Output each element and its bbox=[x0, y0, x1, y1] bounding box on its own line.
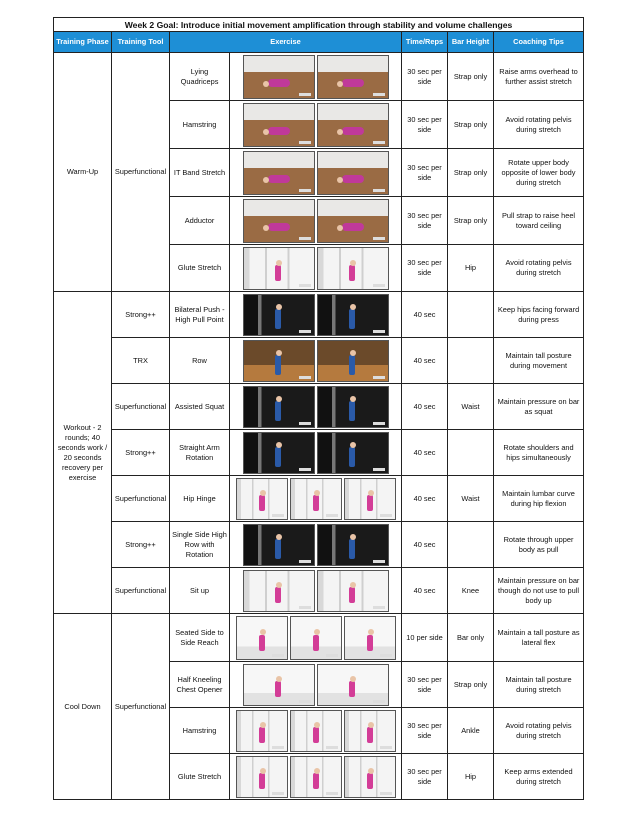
exercise-photo bbox=[344, 478, 396, 520]
watermark-logo bbox=[373, 189, 385, 192]
exercise-name-cell: Lying Quadriceps bbox=[170, 53, 230, 101]
bar-height-cell: Strap only bbox=[448, 149, 494, 197]
person-figure bbox=[313, 635, 319, 651]
coaching-tip-cell: Maintain tall posture during stretch bbox=[494, 662, 584, 708]
person-figure bbox=[259, 495, 265, 511]
bar-height-cell: Knee bbox=[448, 568, 494, 614]
person-head bbox=[314, 629, 320, 635]
bar-height-cell bbox=[448, 292, 494, 338]
exercise-name-cell: Glute Stretch bbox=[170, 754, 230, 800]
table-row bbox=[54, 568, 584, 614]
bar-height-cell: Waist bbox=[448, 384, 494, 430]
watermark-logo bbox=[373, 376, 385, 379]
time-reps-cell: 40 sec bbox=[402, 476, 448, 522]
bar-height-cell: Strap only bbox=[448, 101, 494, 149]
coaching-tip-cell: Maintain tall posture during movement bbox=[494, 338, 584, 384]
person-head bbox=[263, 177, 269, 183]
person-figure bbox=[349, 265, 355, 281]
exercise-photos-cell bbox=[230, 197, 402, 245]
table-row bbox=[54, 476, 584, 522]
exercise-photo bbox=[317, 340, 389, 382]
bar-height-cell: Hip bbox=[448, 754, 494, 800]
workout-table bbox=[53, 17, 584, 800]
coaching-tip-cell: Avoid rotating pelvis during stretch bbox=[494, 245, 584, 292]
exercise-photos-cell bbox=[230, 662, 402, 708]
exercise-name-cell: Seated Side to Side Reach bbox=[170, 614, 230, 662]
training-phase-cell: Workout - 2 rounds; 40 seconds work / 20 seconds recovery per exercise bbox=[54, 292, 112, 614]
exercise-photos-cell bbox=[230, 384, 402, 430]
watermark-logo bbox=[299, 93, 311, 96]
bar-height-cell: Strap only bbox=[448, 53, 494, 101]
person-head bbox=[263, 225, 269, 231]
person-head bbox=[314, 490, 320, 496]
person-figure bbox=[342, 127, 364, 135]
person-figure bbox=[342, 175, 364, 183]
watermark-logo bbox=[299, 237, 311, 240]
person-head bbox=[350, 534, 356, 540]
exercise-name-cell: Hamstring bbox=[170, 101, 230, 149]
coaching-tip-cell: Rotate upper body opposite of lower body during stretch bbox=[494, 149, 584, 197]
person-figure bbox=[275, 539, 281, 559]
person-figure bbox=[367, 635, 373, 651]
person-figure bbox=[275, 587, 281, 603]
person-figure bbox=[349, 539, 355, 559]
time-reps-cell: 10 per side bbox=[402, 614, 448, 662]
table-row bbox=[54, 292, 584, 338]
time-reps-cell: 40 sec bbox=[402, 384, 448, 430]
training-tool-cell: Superfunctional bbox=[112, 53, 170, 292]
person-figure bbox=[349, 681, 355, 697]
watermark-logo bbox=[373, 141, 385, 144]
person-figure bbox=[349, 401, 355, 421]
training-tool-cell: Strong++ bbox=[112, 430, 170, 476]
exercise-name-cell: Glute Stretch bbox=[170, 245, 230, 292]
watermark-logo bbox=[373, 93, 385, 96]
exercise-name-cell: Hip Hinge bbox=[170, 476, 230, 522]
exercise-photo bbox=[243, 151, 315, 195]
exercise-photo bbox=[243, 340, 315, 382]
watermark-logo bbox=[326, 514, 338, 517]
person-head bbox=[276, 260, 282, 266]
watermark-logo bbox=[272, 792, 284, 795]
exercise-photos-cell bbox=[230, 476, 402, 522]
person-head bbox=[314, 768, 320, 774]
exercise-name-cell: Half Kneeling Chest Opener bbox=[170, 662, 230, 708]
person-figure bbox=[275, 265, 281, 281]
coaching-tip-cell: Maintain lumbar curve during hip flexion bbox=[494, 476, 584, 522]
exercise-photos-cell bbox=[230, 568, 402, 614]
watermark-logo bbox=[373, 606, 385, 609]
watermark-logo bbox=[299, 284, 311, 287]
exercise-photos-cell bbox=[230, 522, 402, 568]
watermark-logo bbox=[380, 746, 392, 749]
coaching-tip-cell: Keep hips facing forward during press bbox=[494, 292, 584, 338]
header-bar-height: Bar Height bbox=[448, 32, 494, 53]
person-head bbox=[350, 260, 356, 266]
person-figure bbox=[313, 727, 319, 743]
exercise-photo bbox=[290, 478, 342, 520]
exercise-photo bbox=[317, 247, 389, 290]
coaching-tip-cell: Pull strap to raise heel toward ceiling bbox=[494, 197, 584, 245]
coaching-tip-cell: Rotate through upper body as pull bbox=[494, 522, 584, 568]
person-head bbox=[337, 81, 343, 87]
watermark-logo bbox=[373, 237, 385, 240]
person-figure bbox=[275, 401, 281, 421]
exercise-name-cell: Straight Arm Rotation bbox=[170, 430, 230, 476]
header-coaching-tips: Coaching Tips bbox=[494, 32, 584, 53]
training-tool-cell: Strong++ bbox=[112, 522, 170, 568]
exercise-photos-cell bbox=[230, 292, 402, 338]
coaching-tip-cell: Raise arms overhead to further assist stretch bbox=[494, 53, 584, 101]
table-row bbox=[54, 614, 584, 662]
person-figure bbox=[259, 773, 265, 789]
table-row bbox=[54, 384, 584, 430]
exercise-photo bbox=[243, 524, 315, 566]
exercise-photos-cell bbox=[230, 101, 402, 149]
time-reps-cell: 40 sec bbox=[402, 292, 448, 338]
person-figure bbox=[275, 309, 281, 329]
bar-height-cell bbox=[448, 522, 494, 568]
exercise-photo bbox=[317, 570, 389, 612]
time-reps-cell: 30 sec per side bbox=[402, 149, 448, 197]
person-head bbox=[276, 582, 282, 588]
time-reps-cell: 40 sec bbox=[402, 430, 448, 476]
person-head bbox=[276, 534, 282, 540]
time-reps-cell: 30 sec per side bbox=[402, 662, 448, 708]
person-head bbox=[368, 629, 374, 635]
watermark-logo bbox=[373, 468, 385, 471]
exercise-photos-cell bbox=[230, 149, 402, 197]
exercise-photos-cell bbox=[230, 754, 402, 800]
person-head bbox=[276, 304, 282, 310]
exercise-name-cell: Sit up bbox=[170, 568, 230, 614]
training-tool-cell: Superfunctional bbox=[112, 476, 170, 522]
person-head bbox=[263, 129, 269, 135]
bar-height-cell: Waist bbox=[448, 476, 494, 522]
exercise-photo bbox=[317, 151, 389, 195]
person-figure bbox=[349, 309, 355, 329]
exercise-photos-cell bbox=[230, 338, 402, 384]
exercise-name-cell: Row bbox=[170, 338, 230, 384]
person-figure bbox=[367, 773, 373, 789]
training-phase-cell: Cool Down bbox=[54, 614, 112, 800]
exercise-photos-cell bbox=[230, 53, 402, 101]
watermark-logo bbox=[373, 330, 385, 333]
person-figure bbox=[268, 127, 290, 135]
person-head bbox=[350, 304, 356, 310]
time-reps-cell: 30 sec per side bbox=[402, 101, 448, 149]
watermark-logo bbox=[299, 700, 311, 703]
person-figure bbox=[367, 727, 373, 743]
watermark-logo bbox=[272, 654, 284, 657]
person-figure bbox=[259, 727, 265, 743]
exercise-name-cell: Hamstring bbox=[170, 708, 230, 754]
person-figure bbox=[342, 79, 364, 87]
watermark-logo bbox=[373, 560, 385, 563]
person-head bbox=[337, 129, 343, 135]
watermark-logo bbox=[299, 560, 311, 563]
person-figure bbox=[349, 355, 355, 375]
exercise-photo bbox=[243, 247, 315, 290]
person-figure bbox=[259, 635, 265, 651]
person-head bbox=[337, 177, 343, 183]
exercise-photo bbox=[290, 710, 342, 752]
bar-height-cell bbox=[448, 338, 494, 384]
person-figure bbox=[349, 447, 355, 467]
exercise-photo bbox=[236, 616, 288, 660]
person-figure bbox=[275, 447, 281, 467]
person-head bbox=[368, 768, 374, 774]
person-head bbox=[260, 629, 266, 635]
time-reps-cell: 30 sec per side bbox=[402, 197, 448, 245]
training-tool-cell: Superfunctional bbox=[112, 614, 170, 800]
person-head bbox=[263, 81, 269, 87]
header-row bbox=[54, 32, 584, 53]
person-figure bbox=[367, 495, 373, 511]
person-figure bbox=[268, 79, 290, 87]
exercise-photo bbox=[317, 524, 389, 566]
watermark-logo bbox=[380, 514, 392, 517]
person-head bbox=[276, 396, 282, 402]
coaching-tip-cell: Keep arms extended during stretch bbox=[494, 754, 584, 800]
exercise-photos-cell bbox=[230, 430, 402, 476]
watermark-logo bbox=[373, 422, 385, 425]
exercise-photo bbox=[317, 55, 389, 99]
person-head bbox=[276, 676, 282, 682]
person-head bbox=[350, 582, 356, 588]
watermark-logo bbox=[326, 654, 338, 657]
person-figure bbox=[275, 681, 281, 697]
person-head bbox=[260, 768, 266, 774]
training-tool-cell: Superfunctional bbox=[112, 568, 170, 614]
person-head bbox=[260, 722, 266, 728]
exercise-photo bbox=[317, 294, 389, 336]
watermark-logo bbox=[326, 746, 338, 749]
bar-height-cell: Ankle bbox=[448, 708, 494, 754]
exercise-photo bbox=[243, 55, 315, 99]
exercise-photo bbox=[236, 756, 288, 798]
bar-height-cell: Bar only bbox=[448, 614, 494, 662]
coaching-tip-cell: Avoid rotating pelvis during stretch bbox=[494, 708, 584, 754]
time-reps-cell: 30 sec per side bbox=[402, 708, 448, 754]
person-head bbox=[350, 442, 356, 448]
exercise-name-cell: Adductor bbox=[170, 197, 230, 245]
person-figure bbox=[268, 223, 290, 231]
exercise-name-cell: IT Band Stretch bbox=[170, 149, 230, 197]
person-figure bbox=[349, 587, 355, 603]
watermark-logo bbox=[299, 422, 311, 425]
exercise-photo bbox=[243, 386, 315, 428]
time-reps-cell: 30 sec per side bbox=[402, 754, 448, 800]
header-time-reps: Time/Reps bbox=[402, 32, 448, 53]
training-tool-cell: Strong++ bbox=[112, 292, 170, 338]
person-head bbox=[276, 350, 282, 356]
person-head bbox=[350, 350, 356, 356]
coaching-tip-cell: Maintain a tall posture as lateral flex bbox=[494, 614, 584, 662]
exercise-photo bbox=[317, 432, 389, 474]
watermark-logo bbox=[299, 141, 311, 144]
person-head bbox=[337, 225, 343, 231]
table-row bbox=[54, 53, 584, 101]
watermark-logo bbox=[326, 792, 338, 795]
exercise-photos-cell bbox=[230, 245, 402, 292]
coaching-tip-cell: Rotate shoulders and hips simultaneously bbox=[494, 430, 584, 476]
week-goal-title: Week 2 Goal: Introduce initial movement amplification through stability and volume challenges bbox=[54, 18, 584, 32]
exercise-name-cell: Bilateral Push - High Pull Point bbox=[170, 292, 230, 338]
header-training-tool: Training Tool bbox=[112, 32, 170, 53]
person-head bbox=[314, 722, 320, 728]
watermark-logo bbox=[380, 654, 392, 657]
person-head bbox=[350, 396, 356, 402]
person-head bbox=[260, 490, 266, 496]
person-figure bbox=[268, 175, 290, 183]
header-exercise: Exercise bbox=[170, 32, 402, 53]
coaching-tip-cell: Avoid rotating pelvis during stretch bbox=[494, 101, 584, 149]
exercise-photo bbox=[344, 710, 396, 752]
exercise-photos-cell bbox=[230, 614, 402, 662]
coaching-tip-cell: Maintain pressure on bar though do not use to pull body up bbox=[494, 568, 584, 614]
watermark-logo bbox=[373, 284, 385, 287]
watermark-logo bbox=[272, 746, 284, 749]
training-tool-cell: Superfunctional bbox=[112, 384, 170, 430]
exercise-photo bbox=[317, 199, 389, 243]
person-figure bbox=[275, 355, 281, 375]
watermark-logo bbox=[299, 468, 311, 471]
exercise-photo bbox=[243, 570, 315, 612]
watermark-logo bbox=[272, 514, 284, 517]
person-head bbox=[368, 490, 374, 496]
bar-height-cell: Hip bbox=[448, 245, 494, 292]
person-figure bbox=[313, 773, 319, 789]
person-figure bbox=[342, 223, 364, 231]
time-reps-cell: 40 sec bbox=[402, 568, 448, 614]
exercise-photo bbox=[243, 664, 315, 706]
exercise-photo bbox=[317, 386, 389, 428]
exercise-photo bbox=[236, 710, 288, 752]
person-head bbox=[350, 676, 356, 682]
exercise-photo bbox=[317, 664, 389, 706]
watermark-logo bbox=[380, 792, 392, 795]
time-reps-cell: 40 sec bbox=[402, 522, 448, 568]
person-figure bbox=[313, 495, 319, 511]
header-training-phase: Training Phase bbox=[54, 32, 112, 53]
table-body bbox=[54, 53, 584, 800]
watermark-logo bbox=[299, 606, 311, 609]
coaching-tip-cell: Maintain pressure on bar as squat bbox=[494, 384, 584, 430]
training-tool-cell: TRX bbox=[112, 338, 170, 384]
watermark-logo bbox=[299, 189, 311, 192]
exercise-photo bbox=[243, 294, 315, 336]
exercise-photo bbox=[236, 478, 288, 520]
bar-height-cell: Strap only bbox=[448, 662, 494, 708]
time-reps-cell: 40 sec bbox=[402, 338, 448, 384]
bar-height-cell: Strap only bbox=[448, 197, 494, 245]
watermark-logo bbox=[299, 376, 311, 379]
table-row bbox=[54, 430, 584, 476]
watermark-logo bbox=[299, 330, 311, 333]
exercise-photo bbox=[243, 199, 315, 243]
time-reps-cell: 30 sec per side bbox=[402, 245, 448, 292]
table-row bbox=[54, 338, 584, 384]
training-phase-cell: Warm-Up bbox=[54, 53, 112, 292]
exercise-photo bbox=[290, 756, 342, 798]
bar-height-cell bbox=[448, 430, 494, 476]
exercise-photos-cell bbox=[230, 708, 402, 754]
watermark-logo bbox=[373, 700, 385, 703]
workout-plan-sheet bbox=[53, 17, 583, 800]
person-head bbox=[276, 442, 282, 448]
person-head bbox=[368, 722, 374, 728]
exercise-photo bbox=[243, 432, 315, 474]
exercise-photo bbox=[290, 616, 342, 660]
exercise-photo bbox=[243, 103, 315, 147]
exercise-name-cell: Single Side High Row with Rotation bbox=[170, 522, 230, 568]
time-reps-cell: 30 sec per side bbox=[402, 53, 448, 101]
table-row bbox=[54, 522, 584, 568]
exercise-photo bbox=[344, 616, 396, 660]
exercise-photo bbox=[344, 756, 396, 798]
exercise-name-cell: Assisted Squat bbox=[170, 384, 230, 430]
exercise-photo bbox=[317, 103, 389, 147]
